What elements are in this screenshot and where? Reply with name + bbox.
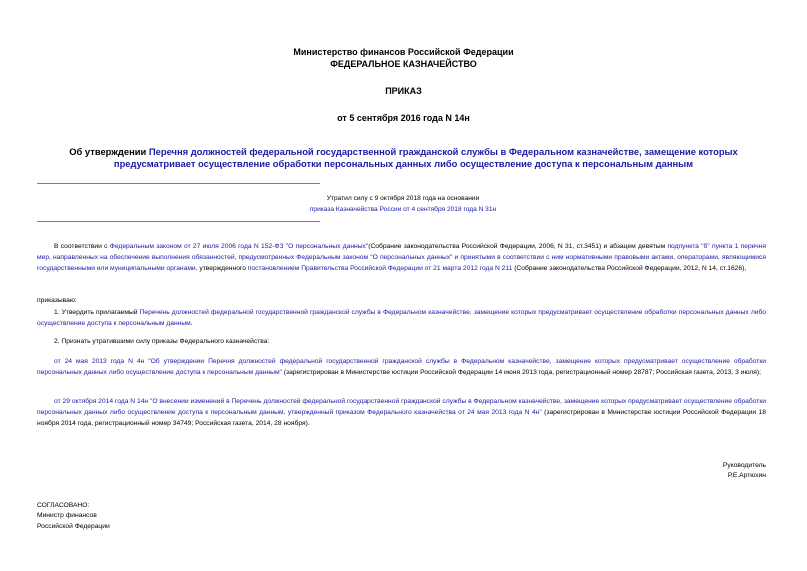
- approval-line-2: Российской Федерации: [37, 522, 110, 530]
- revoked-order-1-link[interactable]: от 24 мая 2013 года N 4н "Об утверждении Перечня должностей федеральной государственной гражданской службы в Федеральном казначействе, замещение которых предусматривает осуществление обработки персональных данных либо осуществление доступа к персональным данным": [37, 358, 766, 377]
- signature-block: [723, 461, 766, 482]
- preamble-text-a: В соответствии с: [54, 243, 110, 250]
- document-type: ПРИКАЗ: [385, 86, 422, 96]
- item-2-paragraph: 2. Признать утратившими силу приказы Федерального казначейства:: [54, 338, 270, 345]
- agency-name: ФЕДЕРАЛЬНОЕ КАЗНАЧЕЙСТВО: [330, 59, 477, 69]
- status-note: [280, 193, 526, 215]
- document-title: [30, 146, 777, 170]
- item-1-paragraph: [37, 307, 766, 329]
- revoked-order-1-text: (зарегистрирован в Министерстве юстиции Российской Федерации 14 июня 2013 года, регистрационный номер 28787; Российская газета, 2013, 3 июля);: [281, 369, 761, 377]
- item-1-text: 1. Утвердить прилагаемый: [54, 309, 140, 316]
- orders-word: приказываю:: [37, 297, 77, 304]
- document-date: от 5 сентября 2016 года N 14н: [337, 113, 470, 123]
- status-note-link[interactable]: приказа Казначейства России от 4 сентября 2018 года N 31н: [309, 206, 497, 213]
- preamble-text-b: (Собрание законодательства Российской Федерации, 2006, N 31, ст.3451) и абзацем девятым: [368, 243, 668, 250]
- revoked-order-2-text: (зарегистрирован в Министерстве юстиции Российской Федерации 18 ноября 2014 года, регистрационный номер 34749; Российская газета, 2014, 28 ноября).: [37, 409, 766, 428]
- separator-bottom: [37, 221, 320, 222]
- title-prefix: Об утверждении: [69, 146, 149, 157]
- measures-list-link[interactable]: подпункта "б" пункта 1 перечня мер, направленных на обеспечение выполнения обязанностей, предусмотренных Федеральным законом "О персональных данных" и принятыми в соответствии с ним нормативными правовыми актами, операторами, являющимися государственными или муниципальными органами,: [37, 243, 766, 273]
- separator-top: [37, 183, 320, 184]
- item-1-end: .: [190, 320, 193, 328]
- revoked-order-2: [37, 396, 766, 430]
- preamble-text-c: утвержденного: [197, 265, 248, 273]
- signature-name: Р.Е.Артюхин: [727, 472, 766, 480]
- approval-block: [37, 501, 110, 532]
- government-resolution-link[interactable]: постановлением Правительства Российской Федерации от 21 марта 2012 года N 211: [247, 265, 513, 273]
- federal-law-link[interactable]: Федеральным законом от 27 июля 2006 года N 152-ФЗ "О персональных данных": [109, 243, 369, 250]
- status-note-text: Утратил силу с 9 октября 2018 года на основании: [326, 195, 480, 202]
- approval-line-1: Министр финансов: [37, 512, 97, 520]
- ministry-name: Министерство финансов Российской Федерации: [293, 47, 514, 57]
- signature-position: Руководитель: [722, 462, 766, 469]
- revoked-order-1: [37, 356, 766, 378]
- preamble-paragraph: [37, 241, 766, 275]
- approval-label: СОГЛАСОВАНО:: [37, 502, 90, 509]
- revoked-order-2-link[interactable]: от 29 октября 2014 года N 14н "О внесении изменений в Перечень должностей федеральной государственной гражданской службы в Федеральном казначействе, замещение которых предусматривает осуществление обработки персональных данных либо осуществление доступа к персональным данным, утвержденный приказом Федерального казначейства от 24 мая 2013 года N 4н": [37, 398, 766, 417]
- approved-list-link[interactable]: Перечень должностей федеральной государственной гражданской службы в Федеральном казначействе, замещение которых предусматривает осуществление обработки персональных данных либо осуществление доступа к персональным данным: [37, 309, 767, 328]
- title-link[interactable]: Перечня должностей федеральной государственной гражданской службы в Федеральном казначействе, замещение которых предусматривает осуществление обработки персональных данных либо осуществление доступа к персональным данным: [113, 146, 738, 169]
- preamble-text-d: (Собрание законодательства Российской Федерации, 2012, N 14, ст.1626),: [512, 265, 747, 273]
